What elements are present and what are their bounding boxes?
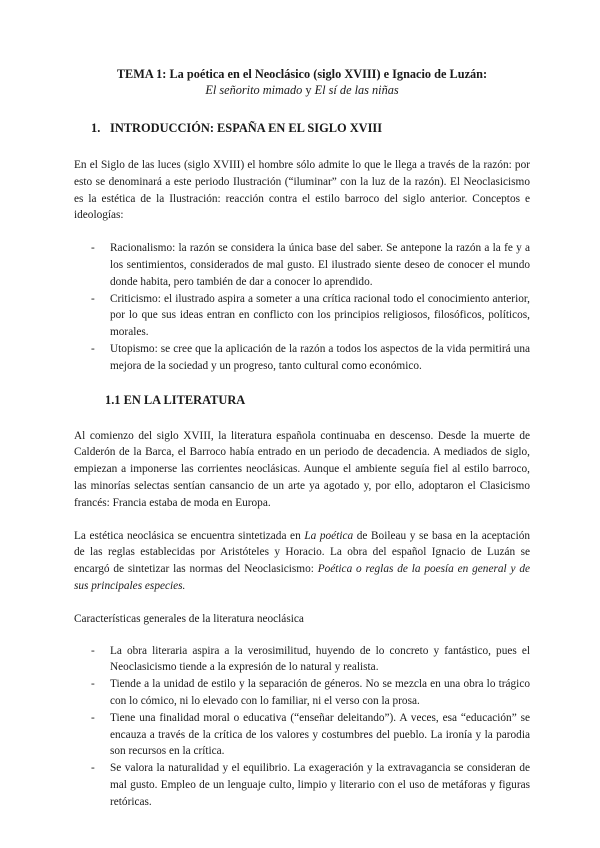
dash-bullet: - <box>91 342 95 355</box>
document-title: TEMA 1: La poética en el Neoclásico (siglo XVIII) e Ignacio de Luzán: <box>116 67 488 81</box>
list-item: - Tiende a la unidad de estilo y la separación de géneros. No se mezcla en una obra lo trágico con lo cómico, ni lo elevado con lo familiar, ni el verso con la prosa. <box>91 678 530 707</box>
document-subtitle <box>74 82 530 99</box>
literature-paragraph-2: La estética neoclásica se encuentra sintetizada en La poética de Boileau y se basa en la aceptación de las reglas establecidas por Aristóteles y Horacio. La obra del español Ignacio de Luzán se encargó de sintetizar las normas del Neoclasicismo: Poética o reglas de la poesía en general y de sus principales especies. <box>74 529 531 592</box>
work-title-poetica-luzan: Poética o reglas de la poesía en general y de sus principales especies. <box>74 563 530 592</box>
features-list <box>74 643 530 811</box>
dash-bullet: - <box>91 644 95 657</box>
dash-bullet: - <box>91 711 95 724</box>
list-item: - Tiene una finalidad moral o educativa (“enseñar deleitando”). A veces, esa “educación” se encauza a través de la crítica de los valores y costumbres del pueblo. La ironía y la parodia son recursos en la crítica. <box>91 711 530 758</box>
list-item: - Se valora la naturalidad y el equilibrio. La exageración y la extravagancia se consideran de mal gusto. Empleo de un lenguaje culto, limpio y literario con el uso de metáforas y figuras retóricas. <box>91 762 530 808</box>
work-title-si-de-las-ninas: El sí de las niñas <box>314 83 399 97</box>
document-page <box>74 66 530 828</box>
section-1-1-heading: 1.1 EN LA LITERATURA <box>105 392 246 407</box>
work-title-senorito-mimado: El señorito mimado <box>205 83 303 97</box>
literature-paragraph-1: Al comienzo del siglo XVIII, la literatura española continuaba en descenso. Desde la muerte de Calderón de la Barca, el Barroco había entrado en un periodo de decadencia. A mediados de siglo, empiezan a imponerse las corrientes neoclásicas. Aunque el ambiente seguía fiel al estilo barroco, las minorías selectas sentían cansancio de un arte ya agotado y, por ello, adoptaron el Clasicismo francés: Francia estaba de moda en Europa. <box>74 429 530 509</box>
intro-paragraph: En el Siglo de las luces (siglo XVIII) el hombre sólo admite lo que le llega a través de la razón: por esto se denominará a este periodo Ilustración (“iluminar” con la luz de la razón). El Neoclasicismo es la estética de la Ilustración: reacción contra el estilo barroco del siglo anterior. Conceptos e ideologías: <box>74 159 530 222</box>
list-item: - Racionalismo: la razón se considera la única base del saber. Se antepone la razón a la fe y a los sentimientos, considerados de mal gusto. El ilustrado siente deseo de conocer el mundo donde habita, pero también de dar a conocer lo aprendido. <box>91 242 530 288</box>
section-1-heading <box>91 120 530 136</box>
subtitle-conjunction: y <box>302 83 315 97</box>
dash-bullet: - <box>91 678 95 691</box>
section-1-number: 1. <box>91 121 101 135</box>
concepts-list <box>74 240 530 374</box>
features-intro: Características generales de la literatura neoclásica <box>74 612 304 625</box>
list-item: - La obra literaria aspira a la verosimilitud, huyendo de lo concreto y fantástico, pues el Neoclasicismo tiende a la expresión de lo natural y realista. <box>91 644 530 674</box>
dash-bullet: - <box>91 242 95 255</box>
list-item: - Utopismo: se cree que la aplicación de la razón a todos los aspectos de la vida permitirá una mejora de la sociedad y un progreso, tanto cultural como económico. <box>91 342 530 372</box>
dash-bullet: - <box>91 292 95 305</box>
list-item: - Criticismo: el ilustrado aspira a someter a una crítica racional todo el conocimiento anterior, por lo que sus ideas entran en conflicto con los principios religiosos, filosóficos, políticos, morales. <box>91 292 530 339</box>
section-1-title: INTRODUCCIÓN: ESPAÑA EN EL SIGLO XVIII <box>110 121 383 135</box>
dash-bullet: - <box>91 762 95 775</box>
work-title-la-poetica: La poética <box>304 529 354 542</box>
